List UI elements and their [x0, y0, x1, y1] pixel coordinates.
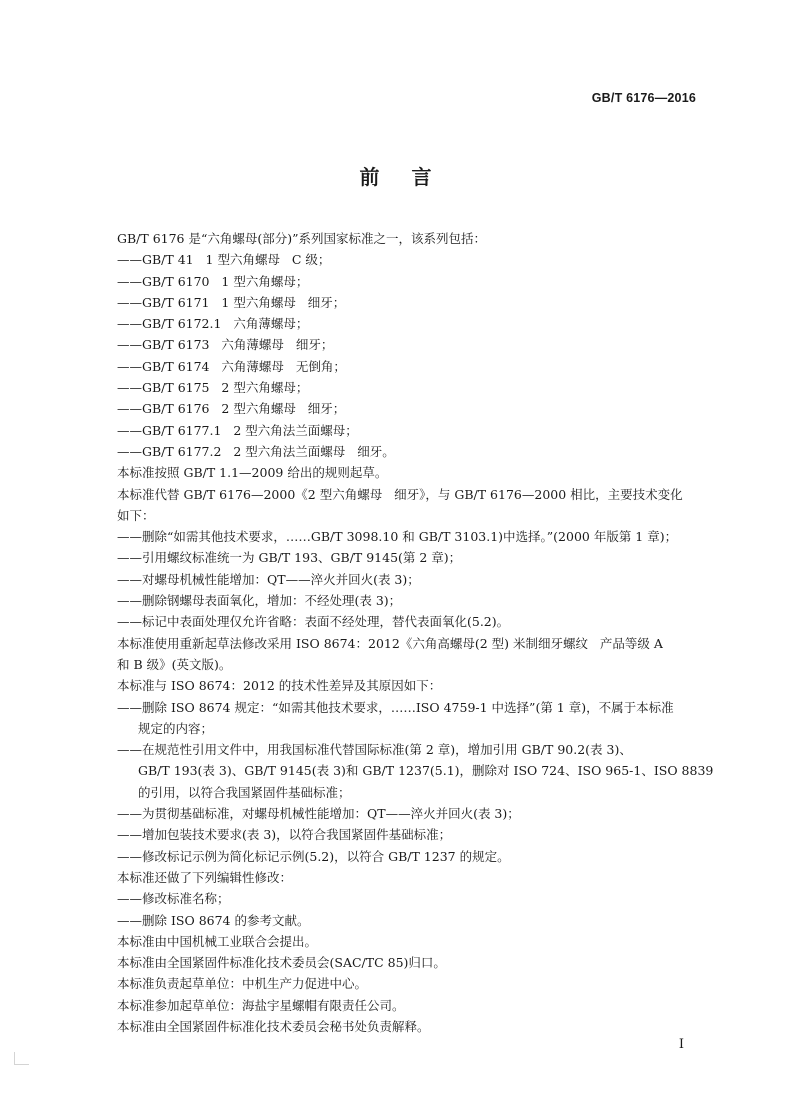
series-item: ——GB/T 6177.2 2 型六角法兰面螺母 细牙。	[117, 443, 395, 459]
series-item: ——GB/T 6174 六角薄螺母 无倒角；	[117, 358, 346, 374]
difference-item-cont: 规定的内容；	[138, 720, 214, 736]
change-item: ——对螺母机械性能增加：QT——淬火并回火(表 3)；	[117, 571, 420, 587]
editorial-paragraph: 本标准还做了下列编辑性修改：	[117, 869, 293, 885]
adoption-paragraph-cont: 和 B 级》(英文版)。	[117, 656, 232, 672]
replacement-paragraph: 本标准代替 GB/T 6176—2000《2 型六角螺母 细牙》，与 GB/T 6176—2000 相比，主要技术变化	[117, 486, 683, 502]
standard-code-header: GB/T 6176—2016	[591, 91, 696, 105]
editorial-item: ——删除 ISO 8674 的参考文献。	[117, 912, 310, 928]
closing-paragraph: 本标准由全国紧固件标准化技术委员会(SAC/TC 85)归口。	[117, 955, 446, 971]
series-item: ——GB/T 6170 1 型六角螺母；	[117, 273, 309, 289]
closing-paragraph: 本标准由中国机械工业联合会提出。	[117, 933, 318, 949]
change-item: ——删除“如需其他技术要求，……GB/T 3098.10 和 GB/T 3103.1)中选择。”(2000 年版第 1 章)；	[117, 529, 678, 545]
series-item: ——GB/T 6177.1 2 型六角法兰面螺母；	[117, 422, 358, 438]
series-item: ——GB/T 6175 2 型六角螺母；	[117, 380, 309, 396]
difference-item: ——在规范性引用文件中，用我国标准代替国际标准(第 2 章)，增加引用 GB/T 90.2(表 3)、	[117, 742, 632, 758]
difference-item: ——删除 ISO 8674 规定：“如需其他技术要求，……ISO 4759-1 中选择”(第 1 章)，不属于本标准	[117, 699, 674, 715]
scan-crop-mark	[14, 1052, 29, 1065]
page-title: 前言	[359, 165, 464, 189]
change-item: ——标记中表面处理仅允许省略：表面不经处理，替代表面氧化(5.2)。	[117, 614, 510, 630]
series-item: ——GB/T 6172.1 六角薄螺母；	[117, 316, 309, 332]
difference-item: ——修改标记示例为简化标记示例(5.2)，以符合 GB/T 1237 的规定。	[117, 848, 510, 864]
intro-paragraph: GB/T 6176 是“六角螺母(部分)”系列国家标准之一，该系列包括：	[117, 231, 487, 246]
difference-item: ——增加包装技术要求(表 3)，以符合我国紧固件基础标准；	[117, 827, 452, 843]
drafting-rules-paragraph: 本标准按照 GB/T 1.1—2009 给出的规则起草。	[117, 465, 388, 481]
editorial-item: ——修改标准名称；	[117, 891, 230, 907]
difference-item: ——为贯彻基础标准，对螺母机械性能增加：QT——淬火并回火(表 3)；	[117, 806, 520, 822]
series-item: ——GB/T 6173 六角薄螺母 细牙；	[117, 337, 334, 353]
technical-differences-paragraph: 本标准与 ISO 8674：2012 的技术性差异及其原因如下：	[117, 678, 442, 694]
change-item: ——删除钢螺母表面氧化，增加：不经处理(表 3)；	[117, 593, 402, 609]
series-item: ——GB/T 41 1 型六角螺母 C 级；	[117, 252, 331, 268]
adoption-paragraph: 本标准使用重新起草法修改采用 ISO 8674：2012《六角高螺母(2 型) 米制细牙螺纹 产品等级 A	[117, 635, 663, 651]
series-item: ——GB/T 6171 1 型六角螺母 细牙；	[117, 294, 346, 310]
change-item: ——引用螺纹标准统一为 GB/T 193、GB/T 9145(第 2 章)；	[117, 550, 462, 566]
series-item: ——GB/T 6176 2 型六角螺母 细牙；	[117, 401, 346, 417]
foreword-body	[117, 228, 717, 1037]
closing-paragraph: 本标准负责起草单位：中机生产力促进中心。	[117, 976, 368, 992]
page-number: I	[678, 1037, 684, 1052]
closing-paragraph: 本标准由全国紧固件标准化技术委员会秘书处负责解释。	[117, 1018, 430, 1034]
replacement-paragraph-cont: 如下：	[117, 507, 155, 523]
difference-item-cont: GB/T 193(表 3)、GB/T 9145(表 3)和 GB/T 1237(5.1)，删除对 ISO 724、ISO 965-1、ISO 8839	[138, 763, 714, 779]
closing-paragraph: 本标准参加起草单位：海盐宇星螺帽有限责任公司。	[117, 997, 405, 1013]
difference-item-cont: 的引用，以符合我国紧固件基础标准；	[138, 784, 351, 800]
